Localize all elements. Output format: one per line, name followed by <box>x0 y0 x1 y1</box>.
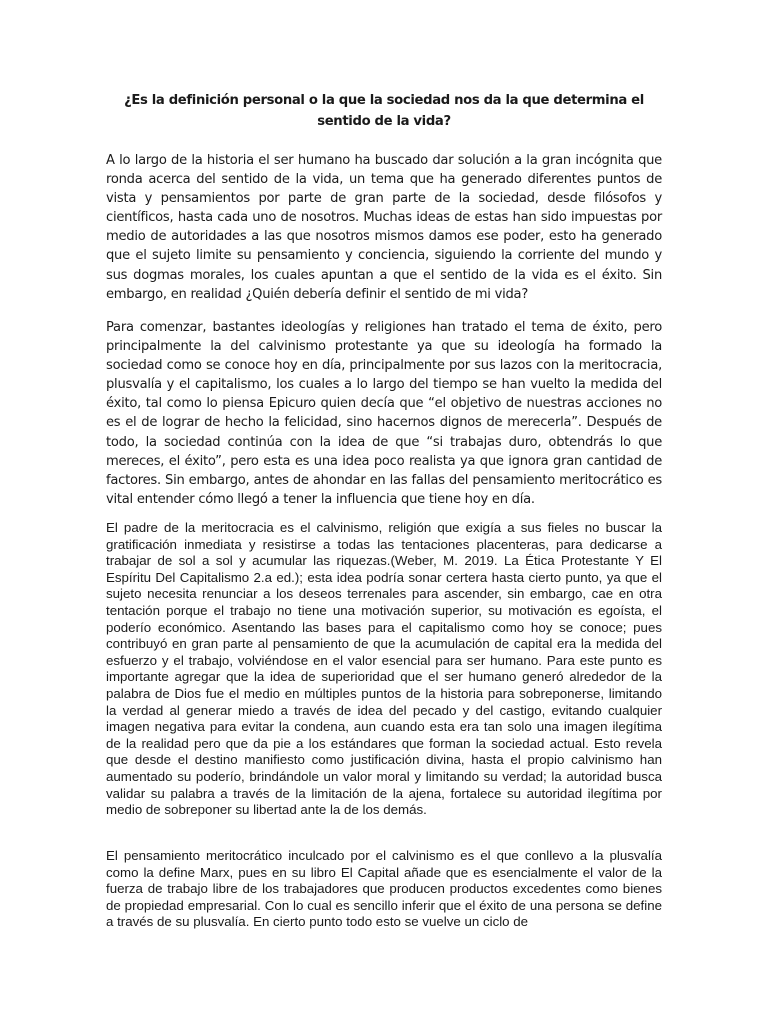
document-page <box>106 90 662 930</box>
document-title: ¿Es la definición personal o la que la sociedad nos da la que determina el sentido de la vida? <box>124 93 644 129</box>
paragraph-introduction: A lo largo de la historia el ser humano ha buscado dar solución a la gran incógnita que ronda acerca del sentido de la vida, un tema que ha generado diferentes puntos de vista y pensamientos por parte de gran parte de la sociedad, desde filósofos y científicos, hasta cada uno de nosotros. Muchas ideas de estas han sido impuestas por medio de autoridades a las que nosotros mismos damos ese poder, esto ha generado que el sujeto limite su pensamiento y conciencia, siguiendo la corriente del mundo y sus dogmas morales, los cuales apuntan a que el sentido de la vida es el éxito. Sin embargo, en realidad ¿Quién debería definir el sentido de mi vida? <box>106 153 662 302</box>
paragraph-ideologies: Para comenzar, bastantes ideologías y religiones han tratado el tema de éxito, pero principalmente la del calvinismo protestante ya que su ideología ha formado la sociedad como se conoce hoy en día, principalmente por sus lazos con la meritocracia, plusvalía y el capitalismo, los cuales a lo largo del tiempo se han vuelto la medida del éxito, tal como lo piensa Epicuro quien decía que “el objetivo de nuestras acciones no es el de lograr de hecho la felicidad, sino hacernos dignos de merecerla”. Después de todo, la sociedad continúa con la idea de que “si trabajas duro, obtendrás lo que mereces, el éxito”, pero esta es una idea poco realista ya que ignora gran cantidad de factores. Sin embargo, antes de ahondar en las fallas del pensamiento meritocrático es vital entender cómo llegó a tener la influencia que tiene hoy en día. <box>106 320 662 507</box>
paragraph-plusvalia: El pensamiento meritocrático inculcado por el calvinismo es el que conllevo a la plusvalía como la define Marx, pues en su libro El Capital añade que es esencialmente el valor de la fuerza de trabajo libre de los trabajadores que producen productos excedentes como bienes de propiedad empresarial. Con lo cual es sencillo inferir que el éxito de una persona se define a través de su plusvalía. En cierto punto todo esto se vuelve un ciclo de <box>106 848 662 930</box>
paragraph-calvinism: El padre de la meritocracia es el calvinismo, religión que exigía a sus fieles no buscar la gratificación inmediata y resistirse a todas las tentaciones placenteras, para dedicarse a trabajar de sol a sol y acumular las riquezas.(Weber, M. 2019. La Ética Protestante Y El Espíritu Del Capitalismo 2.a ed.); esta idea podría sonar certera hasta cierto punto, ya que el sujeto necesita renunciar a los deseos terrenales para ascender, sin embargo, cae en otra tentación porque el trabajo no tiene una motivación superior, su motivación es egoísta, el poderío económico. Asentando las bases para el capitalismo como hoy se conoce; pues contribuyó en gran parte al pensamiento de que la acumulación de capital era la medida del esfuerzo y el trabajo, volviéndose en el valor esencial para ser humano. Para este punto es importante agregar que la idea de superioridad que el ser humano generó alrededor de la palabra de Dios fue el medio en múltiples puntos de la historia para sobreponerse, limitando la verdad al generar miedo a través de idea del pecado y del castigo, evitando cualquier imagen negativa para evitar la condena, aun cuando esta era tan solo una imagen ilegítima de la realidad pero que da pie a los estándares que forman la sociedad actual. Esto revela que desde el destino manifiesto como justificación divina, hasta el propio calvinismo han aumentado su poderío, brindándole un valor moral y limitando su verdad; la autoridad busca validar su palabra a través de la limitación de la ajena, fortalece su autoridad ilegítima por medio de sobreponer su libertad ante la de los demás. <box>106 520 662 818</box>
